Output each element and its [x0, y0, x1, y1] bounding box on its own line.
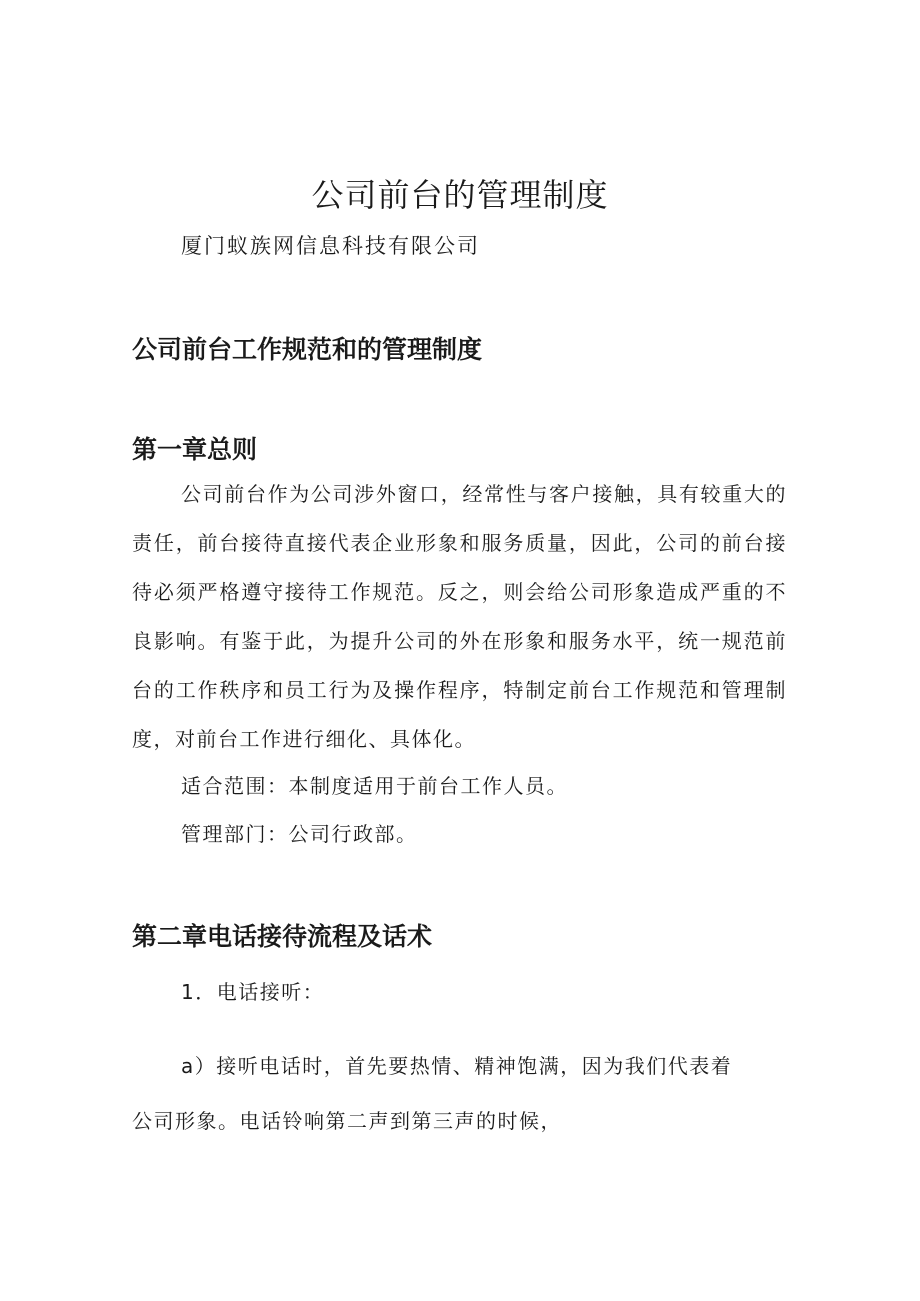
item-a-line-2: 公司形象。电话铃响第二声到第三声的时候，: [132, 1109, 562, 1133]
company-name: 厦门蚁族网信息科技有限公司: [181, 234, 480, 258]
chapter1-heading: 第一章总则: [132, 435, 258, 464]
department-text: 管理部门：公司行政部。: [181, 822, 418, 846]
item-1-text: 1．电话接听：: [181, 980, 325, 1004]
item-a-line-1: a）接听电话时，首先要热情、精神饱满，因为我们代表着: [181, 1054, 733, 1078]
chapter2-heading: 第二章电话接待流程及话术: [132, 922, 433, 951]
chapter1-paragraph: 公司前台作为公司涉外窗口，经常性与客户接触，具有较重大的责任，前台接待直接代表企业形象和服务质量，因此，公司的前台接待必须严格遵守接待工作规范。反之，则会给公司形象造成严重的不良影响。有鉴于此，为提升公司的外在形象和服务水平，统一规范前台的工作秩序和员工行为及操作程序，特制定前台工作规范和管理制度，对前台工作进行细化、具体化。: [132, 482, 787, 751]
document-title: 公司前台的管理制度: [311, 176, 609, 214]
scope-text: 适合范围：本制度适用于前台工作人员。: [181, 774, 568, 798]
main-heading: 公司前台工作规范和的管理制度: [132, 335, 483, 364]
